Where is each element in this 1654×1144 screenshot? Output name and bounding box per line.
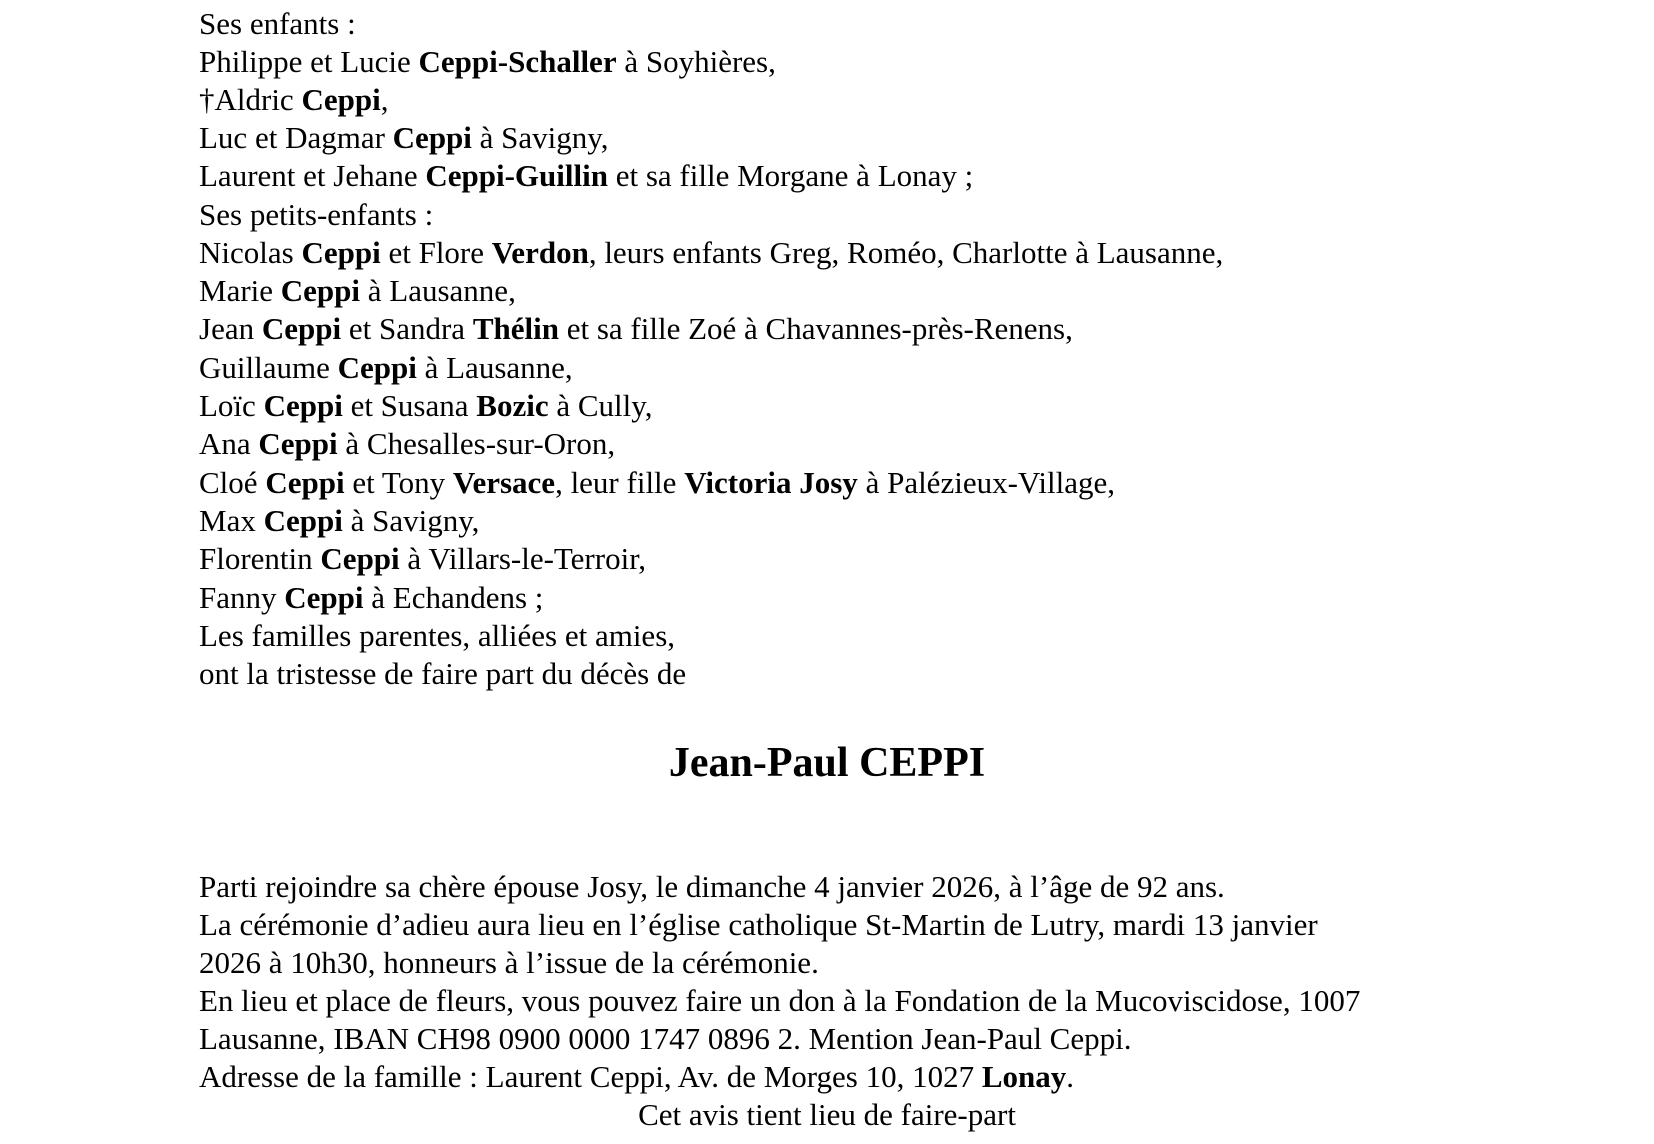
petit-enfant-line: Ana Ceppi à Chesalles-sur-Oron, [199, 426, 616, 461]
bold-name: Ceppi [258, 426, 338, 461]
detail-line: Adresse de la famille : Laurent Ceppi, Av. de Morges 10, 1027 Lonay. [199, 1059, 1075, 1094]
bold-name: Victoria Josy [684, 465, 858, 500]
petit-enfant-line: Florentin Ceppi à Villars-le-Terroir, [199, 541, 647, 576]
tristesse-line: ont la tristesse de faire part du décès de [199, 656, 687, 691]
bold-name: Ceppi [261, 311, 342, 346]
bold-name: Ceppi-Guillin [425, 158, 608, 193]
enfant-line: Philippe et Lucie Ceppi-Schaller à Soyhières, [199, 44, 776, 79]
bold-name: Ceppi [301, 235, 381, 270]
enfant-line: Laurent et Jehane Ceppi-Guillin et sa fille Morgane à Lonay ; [199, 158, 974, 193]
petit-enfant-line: Nicolas Ceppi et Flore Verdon, leurs enfants Greg, Roméo, Charlotte à Lausanne, [199, 235, 1224, 270]
bold-name: Versace [452, 465, 556, 500]
detail-line: En lieu et place de fleurs, vous pouvez faire un don à la Fondation de la Mucoviscidose, 1007 [199, 983, 1361, 1018]
bold-name: Ceppi-Schaller [418, 44, 617, 79]
bold-name: Thélin [472, 311, 559, 346]
detail-line: Lausanne, IBAN CH98 0900 0000 1747 0896 2. Mention Jean-Paul Ceppi. [199, 1021, 1132, 1056]
heading-petits-enfants: Ses petits-enfants : [199, 197, 434, 232]
familles-line: Les familles parentes, alliées et amies, [199, 618, 676, 653]
bold-name: Ceppi [263, 388, 343, 423]
enfant-line: †Aldric Ceppi, [199, 82, 389, 117]
bold-name: Ceppi [263, 503, 343, 538]
bold-name: Bozic [476, 388, 549, 423]
petit-enfant-line: Marie Ceppi à Lausanne, [199, 273, 516, 308]
bold-name: Lonay [981, 1059, 1067, 1094]
bold-name: Ceppi [320, 541, 400, 576]
bold-name: Ceppi [392, 120, 472, 155]
petit-enfant-line: Guillaume Ceppi à Lausanne, [199, 350, 573, 385]
detail-line: 2026 à 10h30, honneurs à l’issue de la cérémonie. [199, 945, 819, 980]
bold-name: Ceppi [265, 465, 345, 500]
enfant-line: Luc et Dagmar Ceppi à Savigny, [199, 120, 609, 155]
petit-enfant-line: Max Ceppi à Savigny, [199, 503, 480, 538]
detail-line: La cérémonie d’adieu aura lieu en l’église catholique St-Martin de Lutry, mardi 13 janvier [199, 907, 1318, 942]
bold-name: Ceppi [301, 82, 381, 117]
petit-enfant-line: Jean Ceppi et Sandra Thélin et sa fille Zoé à Chavannes-près-Renens, [199, 311, 1073, 346]
deceased-name: Jean-Paul CEPPI [668, 740, 986, 786]
faire-part-note: Cet avis tient lieu de faire-part [638, 1097, 1016, 1132]
bold-name: Verdon [491, 235, 589, 270]
heading-enfants: Ses enfants : [199, 6, 356, 41]
bold-name: Ceppi [337, 350, 417, 385]
petit-enfant-line: Fanny Ceppi à Echandens ; [199, 580, 544, 615]
detail-line: Parti rejoindre sa chère épouse Josy, le dimanche 4 janvier 2026, à l’âge de 92 ans. [199, 869, 1225, 904]
bold-name: Ceppi [280, 273, 361, 308]
petit-enfant-line: Loïc Ceppi et Susana Bozic à Cully, [199, 388, 653, 423]
bold-name: Ceppi [284, 580, 364, 615]
petit-enfant-line: Cloé Ceppi et Tony Versace, leur fille Victoria Josy à Palézieux-Village, [199, 465, 1116, 500]
